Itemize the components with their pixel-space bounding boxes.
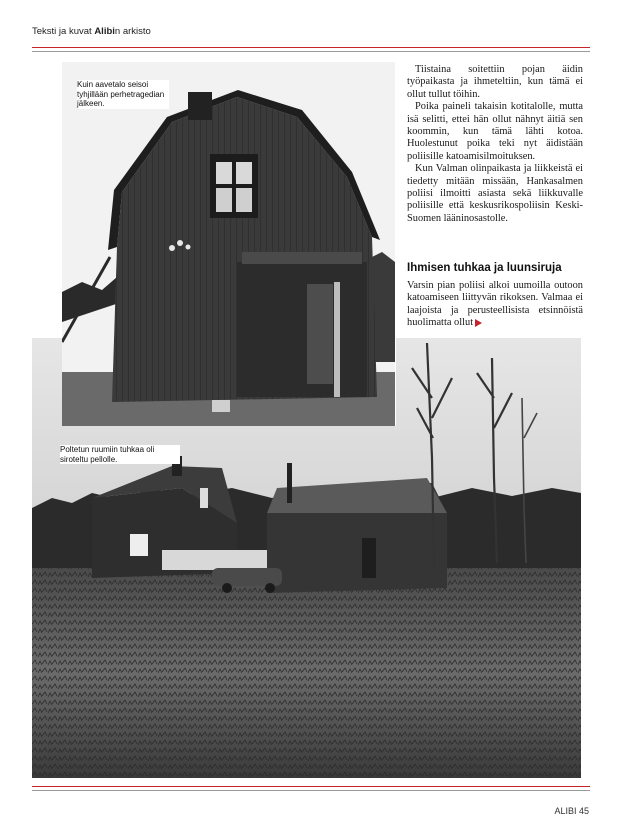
- bottom-rule-red: [32, 786, 590, 787]
- barn-house-image: [62, 62, 395, 426]
- article-paragraph-continued: Varsin pian poliisi alkoi uumoilla outoon katoamiseen liittyvän rikoksen. Valmaa ei laajoista ja perusteellisista etsinnöistä huolimatta ollut: [407, 280, 583, 329]
- top-rule-red: [32, 47, 590, 48]
- article-body-continued: [407, 280, 583, 330]
- header-suffix: n arkisto: [114, 26, 151, 37]
- photo-barn-house: [62, 62, 396, 426]
- header-source: Alibi: [94, 26, 115, 37]
- page-header: [32, 26, 151, 37]
- page-number: ALIBI 45: [554, 806, 589, 816]
- article-paragraph: Poika paineli takaisin kotitalolle, mutta isä selitti, ettei hän ollut nähnyt äitiä sen koommin, kun tämä lähti kotoa. Huolestunut poika teki nyt äidistään poliisille katoamisilmoituksen.: [407, 101, 583, 162]
- article-paragraph: Tiistaina soitettiin pojan äidin työpaikasta ja ihmeteltiin, kun tämä ei ollut tullut töihin.: [407, 64, 583, 100]
- caption-top-photo: Kuin aavetalo seisoi tyhjillään perhetragedian jälkeen.: [77, 80, 169, 109]
- article-body: [407, 64, 583, 225]
- top-rule-grey: [32, 51, 590, 52]
- caption-bottom-photo: Poltetun ruumiin tuhkaa oli siroteltu pellolle.: [60, 445, 180, 464]
- article-paragraph: Kun Valman olinpaikasta ja liikkeistä ei tiedetty mitään missään, Hankasalmen poliisi ilmoitti asiasta sekä liikkuvalle poliisille että keskusrikospoliisin Keski-Suomen lääninosastolle.: [407, 163, 583, 224]
- continue-arrow-icon: [475, 319, 482, 327]
- header-prefix: Teksti ja kuvat: [32, 26, 92, 37]
- bottom-rule-grey: [32, 790, 590, 791]
- article-subheading: Ihmisen tuhkaa ja luunsiruja: [407, 262, 562, 274]
